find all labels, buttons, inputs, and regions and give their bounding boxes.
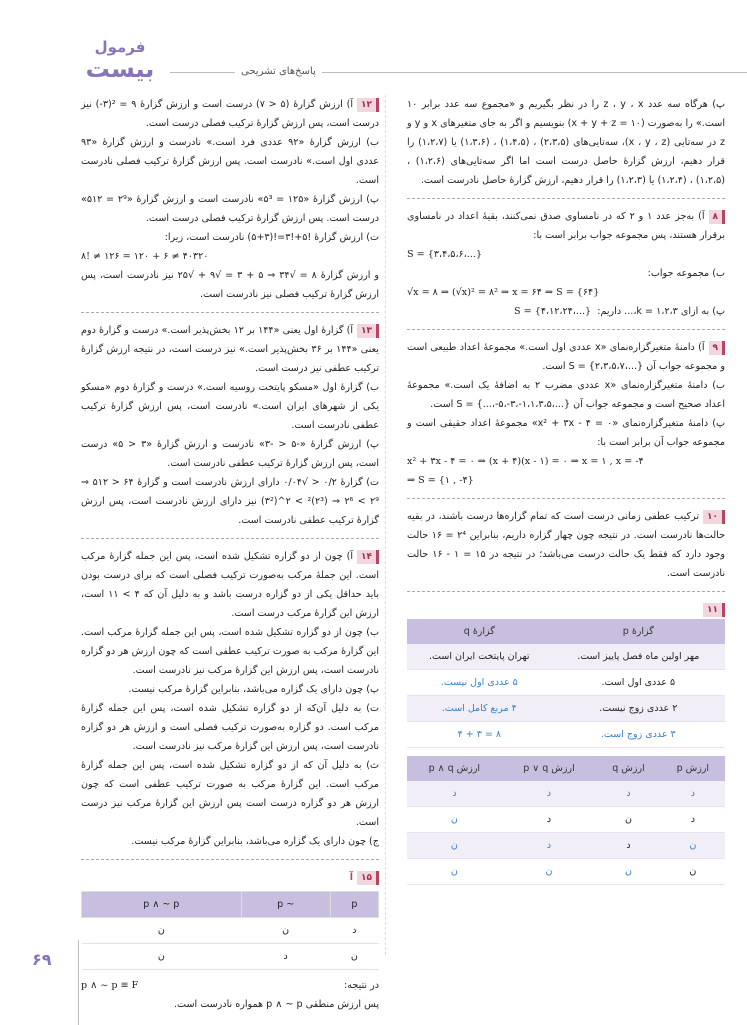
math-line: ⇒ S = {۱ , -۴} [407,475,474,486]
math-line: S = {۳،۴،۵،۶،...} [407,249,483,260]
answer-14-part-c: پ) چون دارای یک گزاره می‌باشد، بنابراین گزارهٔ مرکب نیست. [128,684,379,695]
divider [81,859,379,860]
table-cell: ۳ عددی زوج است. [552,722,725,748]
math-line: √x = ۸ ⇒ (√x)² = ۸² ⇒ x = ۶۴ ⇒ S = {۶۴} [407,287,600,298]
answer-12 [81,95,379,304]
table-header: ارزش p ∧ q [407,756,502,781]
table-cell: تهران پایتخت ایران است. [407,644,552,670]
table-header: گزارهٔ p [552,619,725,644]
answer-9-part-c: پ) دامنهٔ متغیرگزاره‌نمای «x² + ۳x - ۴ = ۰» مجموعهٔ اعداد حقیقی است و مجموعه جواب آن برابر است با: [407,418,725,448]
table-row [407,859,725,885]
math-line: ۸! ≠ ۱۲۶ = ۱۲۰ + ۶ ≠ ۴۰۳۲۰ [81,251,209,262]
conclusion-label: در نتیجه: [344,980,379,991]
answer-14-part-f: ج) چون دارای یک گزاره می‌باشد، بنابراین گزارهٔ مرکب نیست. [131,836,379,847]
table-cell: ن [82,918,242,944]
math-line: x² + ۳x - ۴ = ۰ ⇒ (x + ۴)(x - ۱) = ۰ ⇒ x = ۱ , x = -۴ [407,456,644,467]
table-row [407,781,725,807]
answer-14-part-a: آ) چون از دو گزاره تشکیل شده است، پس این جمله گزارهٔ مرکب است. این جملهٔ مرکب به‌صورت ترکیب فصلی است که برای درست بودن باید حداقل یکی از دو گزاره درست باشد و به دلیل آن که ۴ > ۱۱ است، ارزش این گزارهٔ مرکب درست است. [81,551,379,619]
table-row [407,670,725,696]
answer-14-part-e: ث) به دلیل آن که از دو گزاره تشکیل شده است، پس این جمله گزارهٔ مرکب است. این گزارهٔ مرکب به صورت ترکیب عطفی است که چون ارزش هر دو گزاره درست است پس ارزش این گزارهٔ مرکب نیز درست است. [81,760,379,828]
table-row [82,918,379,944]
page-number: ۶۹ [32,950,52,969]
table-cell: ۵ عددی اول نیست. [407,670,552,696]
answer-10-text: ترکیب عطفی زمانی درست است که تمام گزاره‌ها درست باشند، در بقیه حالت‌ها نادرست است. در نتیجه چون چهار گزاره داریم، بنابراین ۲⁴ = ۱۶ حالت وجود دارد که فقط یک حالت درست می‌باشد؛ در نتیجه در ۱۵ = ۱ - ۱۶ حالت نادرست است. [407,511,726,579]
table-row [407,833,725,859]
answer-9 [407,338,725,490]
question-number: ۱۱ [703,603,725,617]
table-header: ارزش p [661,756,725,781]
answer-13-part-c: پ) ارزش گزارهٔ «-۵ < -۳» نادرست و ارزش گزارهٔ «۳ < ۵» درست است، پس ارزش گزارهٔ ترکیب عطفی نادرست است. [81,439,379,469]
table-cell: مهر اولین ماه فصل پاییز است. [552,644,725,670]
table-cell: د [596,833,660,859]
conclusion-line [81,976,379,995]
divider [407,329,725,330]
table-cell: ن [330,944,378,970]
answer-8-part-b: ب) مجموعه جواب: [647,268,725,279]
page-header [75,40,747,90]
brand-logo [75,40,165,81]
table-cell: ن [407,859,502,885]
answer-13-part-d: ت) گزارهٔ ۰/۲ < √۰/۰۴ دارای ارزش نادرست است و گزارهٔ ۶۴ < ۵۱۲ ⇒ ۲⁹ > ۲⁶ ⇒ (۲³)² > ۲^(۳²) نیز دارای ارزش نادرست است، پس ارزش گزارهٔ ترکیب عطفی نادرست است. [81,477,380,526]
section-title: پاسخ‌های تشریحی [235,66,322,77]
table-cell: د [661,781,725,807]
answer-7-part-c: پ) هرگاه سه عدد z ، y ، x را در نظر بگیریم و «مجموع سه عدد برابر ۱۰ است.» را به‌صورت (x + y + z = ۱۰) بنویسیم و اگر به جای متغیرهای x و y و z در سه‌تایی (x ، y ، z)، سه‌تایی‌های (۲،۳،۵) ، (۱،۴،۵) ، (۱،۳،۶) یا (۱،۲،۷) را قرار دهیم، ارزش گزارهٔ حاصل درست است اما اگر سه‌تایی‌های (۱،۲،۶) ، (۱،۲،۵) ، (۱،۲،۴) یا (۱،۲،۳) را قرار دهیم، ارزش گزارهٔ حاصل نادرست است. [407,99,725,186]
question-number: ۹ [709,341,726,355]
table-cell: د [241,944,330,970]
propositions-table [407,619,725,748]
answer-15 [81,868,379,1014]
question-number: ۱۴ [357,550,379,564]
divider [407,498,725,499]
answer-9-part-b: ب) دامنهٔ متغیرگزاره‌نمای «x عددی مضرب ۲ به اضافهٔ یک است.» مجموعهٔ اعداد صحیح است و مجموعه جواب آن S = {...،-۵،-۳،-۱،۱،۳،۵،...} است. [407,380,726,410]
table-header: گزارهٔ q [407,619,552,644]
question-number: ۸ [709,210,726,224]
footer-rule [78,940,79,1025]
table-cell: ن [661,833,725,859]
table-header: ~ p [241,892,330,918]
table-cell: ن [596,859,660,885]
question-number: ۱۳ [357,324,379,338]
table-cell: د [502,781,597,807]
answer-8 [407,207,725,321]
table-row [82,944,379,970]
table-row [407,696,725,722]
answer-14-part-d: ت) به دلیل آن‌که از دو گزاره تشکیل شده است، پس این جمله گزارهٔ مرکب است. دو گزاره به‌صورت ترکیب فصلی است و ارزش هر دو گزاره نادرست است، پس ارزش این گزارهٔ مرکب نیز نادرست است. [81,703,379,752]
answer-12-part-c: پ) ارزش گزارهٔ «۱۲۵ = ۵³» نادرست است و ارزش گزارهٔ «۲⁹ = ۵۱۲» درست است. پس ارزش گزارهٔ ترکیب فصلی درست است. [81,194,380,224]
answer-12-part-a: آ) ارزش گزارهٔ (۵ < ۷) درست است و ارزش گزارهٔ ۹ = ²(۳-) نیز درست است، پس ارزش گزارهٔ ترکیب فصلی درست است. [81,99,379,129]
table-cell: ن [661,859,725,885]
table-cell: ن [241,918,330,944]
option-label: آ [349,872,353,883]
divider [407,591,725,592]
formula: p ∧ ~ p ≡ F [81,980,139,991]
truth-values-table [407,756,725,885]
final-statement: پس ارزش منطقی p ∧ ~ p همواره نادرست است. [173,999,379,1010]
divider [407,198,725,199]
answer-8-part-a: آ) به‌جز عدد ۱ و ۲ که در نامساوی صدق نمی‌کنند، بقیهٔ اعداد در نامساوی برقرار هستند، پس مجموعه جواب برابر است با: [407,211,725,241]
table-cell: ۵ عددی اول است. [552,670,725,696]
answer-13-part-a: آ) گزارهٔ اول یعنی «۱۴۴ بر ۱۲ بخش‌پذیر است.» درست و گزارهٔ دوم یعنی «۱۴۴ بر ۳۶ بخش‌پذیر است.» نیز درست است، در نتیجه ارزش گزارهٔ ترکیب عطفی نیز درست است. [81,325,379,374]
answer-8-part-c-text: پ) به ازای k = ۱،۲،۳،... داریم: [597,306,725,317]
answer-14 [81,547,379,851]
table-cell: ن [82,944,242,970]
table-cell: د [330,918,378,944]
divider [81,538,379,539]
brand-line1: فرمول [94,38,146,56]
table-cell: ن [502,859,597,885]
left-column [81,95,379,1022]
column-separator [385,95,386,955]
table-row [407,807,725,833]
divider [81,312,379,313]
answer-8-part-c [407,302,725,321]
table-cell: د [661,807,725,833]
question-number: ۱۵ [357,871,379,885]
answer-12-part-e: و ارزش گزارهٔ ۸ = √۳۴ ⇒ ۵ + ۳ = √۹ + √۲۵ نیز نادرست است، پس ارزش گزارهٔ ترکیب فصلی نیز نادرست است. [81,270,380,300]
question-number: ۱۰ [703,510,725,524]
table-row [407,644,725,670]
table-cell: د [502,833,597,859]
answer-13 [81,321,379,530]
answer-11 [407,600,725,885]
answer-9-part-a: آ) دامنهٔ متغیرگزاره‌نمای «x عددی اول است.» مجموعهٔ اعداد طبیعی است و مجموعه جواب آن S = {۲،۳،۵،۷،...} است. [407,342,725,372]
answer-12-part-b: ب) ارزش گزارهٔ «۹۲ عددی فرد است.» نادرست و ارزش گزارهٔ «۹۳ عددی اول است.» نادرست است. پس ارزش گزارهٔ ترکیب فصلی نادرست است. [81,137,379,186]
answer-10 [407,507,725,583]
answer-7 [407,95,725,190]
truth-table [81,891,379,970]
table-cell: ن [407,833,502,859]
table-cell: ن [596,807,660,833]
table-cell: د [407,781,502,807]
table-cell: ۲ عددی زوج نیست. [552,696,725,722]
table-cell: د [596,781,660,807]
answer-14-part-b: ب) چون از دو گزاره تشکیل شده است، پس این جمله گزارهٔ مرکب است. این گزارهٔ مرکب به صورت ترکیب عطفی است که چون ارزش هر دو گزاره نادرست است، پس ارزش این گزارهٔ مرکب نیز نادرست است. [81,627,379,676]
table-header: p ∧ ~ p [82,892,242,918]
table-cell: ۴ مربع کامل است. [407,696,552,722]
brand-line2: بیست [85,55,155,83]
question-number: ۱۲ [357,98,379,112]
table-cell: ن [407,807,502,833]
table-header: p [330,892,378,918]
answer-12-part-d: ت) ارزش گزارهٔ !۵+!۳=!(۳+۵) نادرست است، زیرا: [164,232,379,243]
table-cell: د [502,807,597,833]
math-inline: S = {۴،۱۲،۲۴،...} [514,306,592,317]
table-header: ارزش q [596,756,660,781]
table-header: ارزش p ∨ q [502,756,597,781]
right-column [407,95,725,893]
table-row [407,722,725,748]
answer-13-part-b: ب) گزارهٔ اول «مسکو پایتخت روسیه است.» درست و گزارهٔ دوم «مسکو یکی از شهرهای ایران است.» نادرست است، پس ارزش گزارهٔ ترکیب عطفی نادرست است. [81,382,379,431]
table-cell: ۸ = ۳ + ۴ [407,722,552,748]
